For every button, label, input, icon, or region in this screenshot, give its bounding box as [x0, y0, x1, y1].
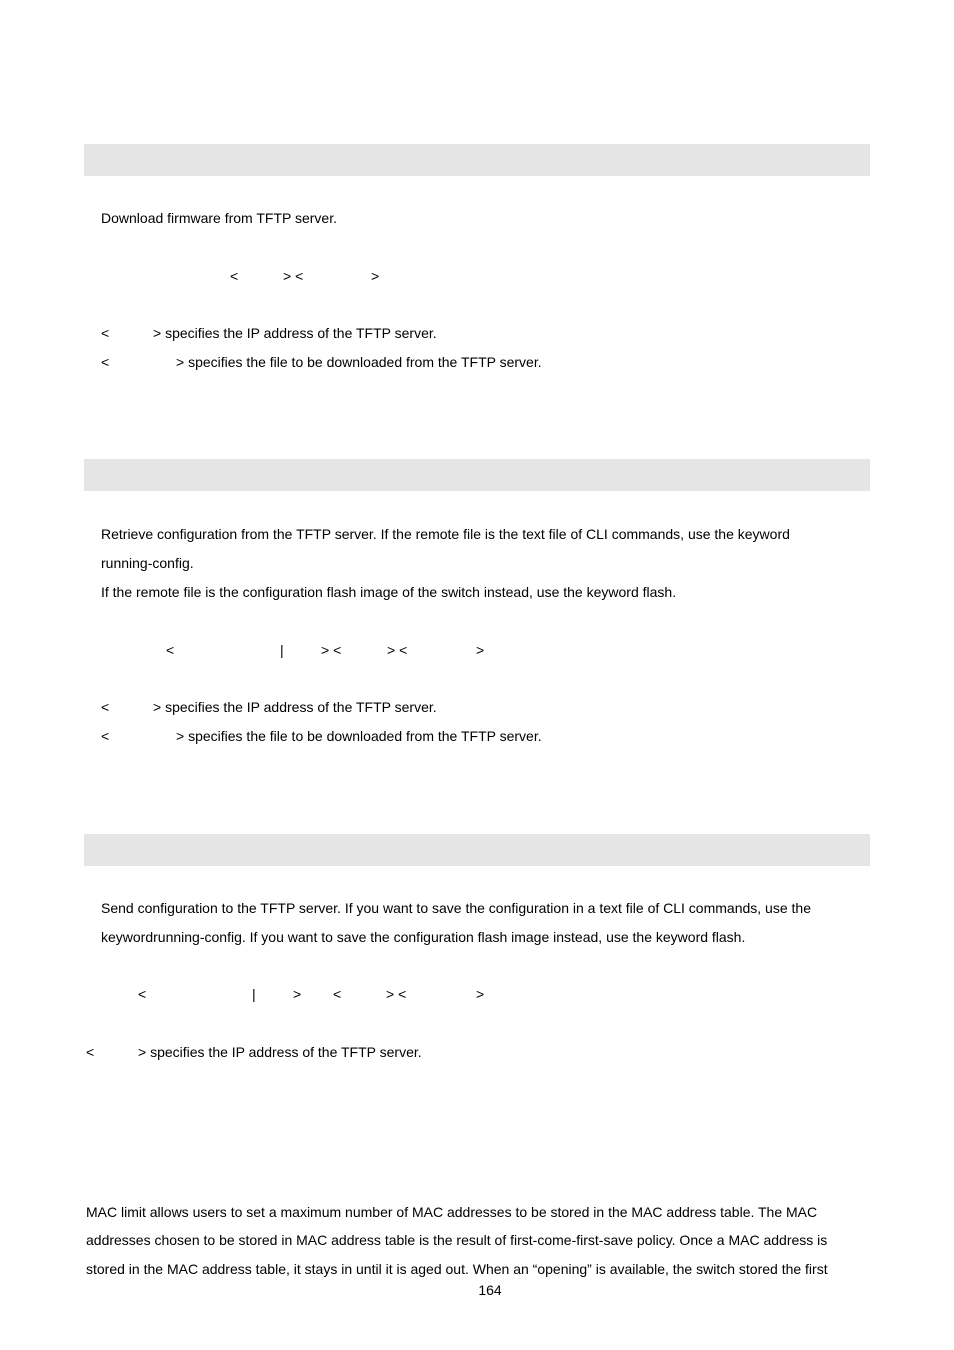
section2-param-1-open: < [101, 699, 110, 715]
section3-syntax-part-1: < [138, 986, 147, 1002]
section2-param-1-text: > specifies the IP address of the TFTP server. [153, 699, 437, 715]
section2-param-2-text: > specifies the file to be downloaded from the TFTP server. [176, 728, 542, 744]
section3-syntax-part-6: > [476, 986, 485, 1002]
section2-description-line-3: If the remote file is the configuration flash image of the switch instead, use the keyword flash. [101, 584, 677, 600]
section1-param-1-open: < [101, 325, 110, 341]
section3-description-line-2: keywordrunning-config. If you want to save the configuration flash image instead, use the keyword flash. [101, 929, 746, 945]
section3-syntax-part-3: > [293, 986, 302, 1002]
section1-description: Download firmware from TFTP server. [101, 210, 337, 226]
section2-description-line-1: Retrieve configuration from the TFTP server. If the remote file is the text file of CLI commands, use the keyword [101, 526, 790, 542]
section3-param-1-text: > specifies the IP address of the TFTP server. [138, 1044, 422, 1060]
section-heading-bar-3 [84, 834, 870, 866]
mac-limit-line-2: addresses chosen to be stored in MAC address table is the result of first-come-first-save policy. Once a MAC address is [86, 1232, 828, 1248]
section3-syntax-part-2: | [252, 986, 256, 1002]
section1-syntax-part-3: > [371, 268, 380, 284]
section1-param-2-open: < [101, 354, 110, 370]
section1-syntax-part-1: < [230, 268, 239, 284]
page-number: 164 [478, 1282, 502, 1298]
mac-limit-line-1: MAC limit allows users to set a maximum number of MAC addresses to be stored in the MAC address table. The MAC [86, 1204, 818, 1220]
section2-description-line-2: running-config. [101, 555, 194, 571]
section-heading-bar-2 [84, 459, 870, 491]
section1-param-2-text: > specifies the file to be downloaded from the TFTP server. [176, 354, 542, 370]
section3-syntax-part-5: > < [386, 986, 407, 1002]
section2-param-2-open: < [101, 728, 110, 744]
section1-syntax-part-2: > < [283, 268, 304, 284]
section1-param-1-text: > specifies the IP address of the TFTP server. [153, 325, 437, 341]
section2-syntax-part-5: > [476, 642, 485, 658]
section3-param-1-open: < [86, 1044, 95, 1060]
section3-description-line-1: Send configuration to the TFTP server. If you want to save the configuration in a text file of CLI commands, use the [101, 900, 811, 916]
section2-syntax-part-4: > < [387, 642, 408, 658]
section2-syntax-part-1: < [166, 642, 175, 658]
section2-syntax-part-2: | [280, 642, 284, 658]
section-heading-bar-1 [84, 144, 870, 176]
mac-limit-line-3: stored in the MAC address table, it stays in until it is aged out. When an “opening” is available, the switch stored the first [86, 1261, 828, 1277]
section3-syntax-part-4: < [333, 986, 342, 1002]
section2-syntax-part-3: > < [321, 642, 342, 658]
